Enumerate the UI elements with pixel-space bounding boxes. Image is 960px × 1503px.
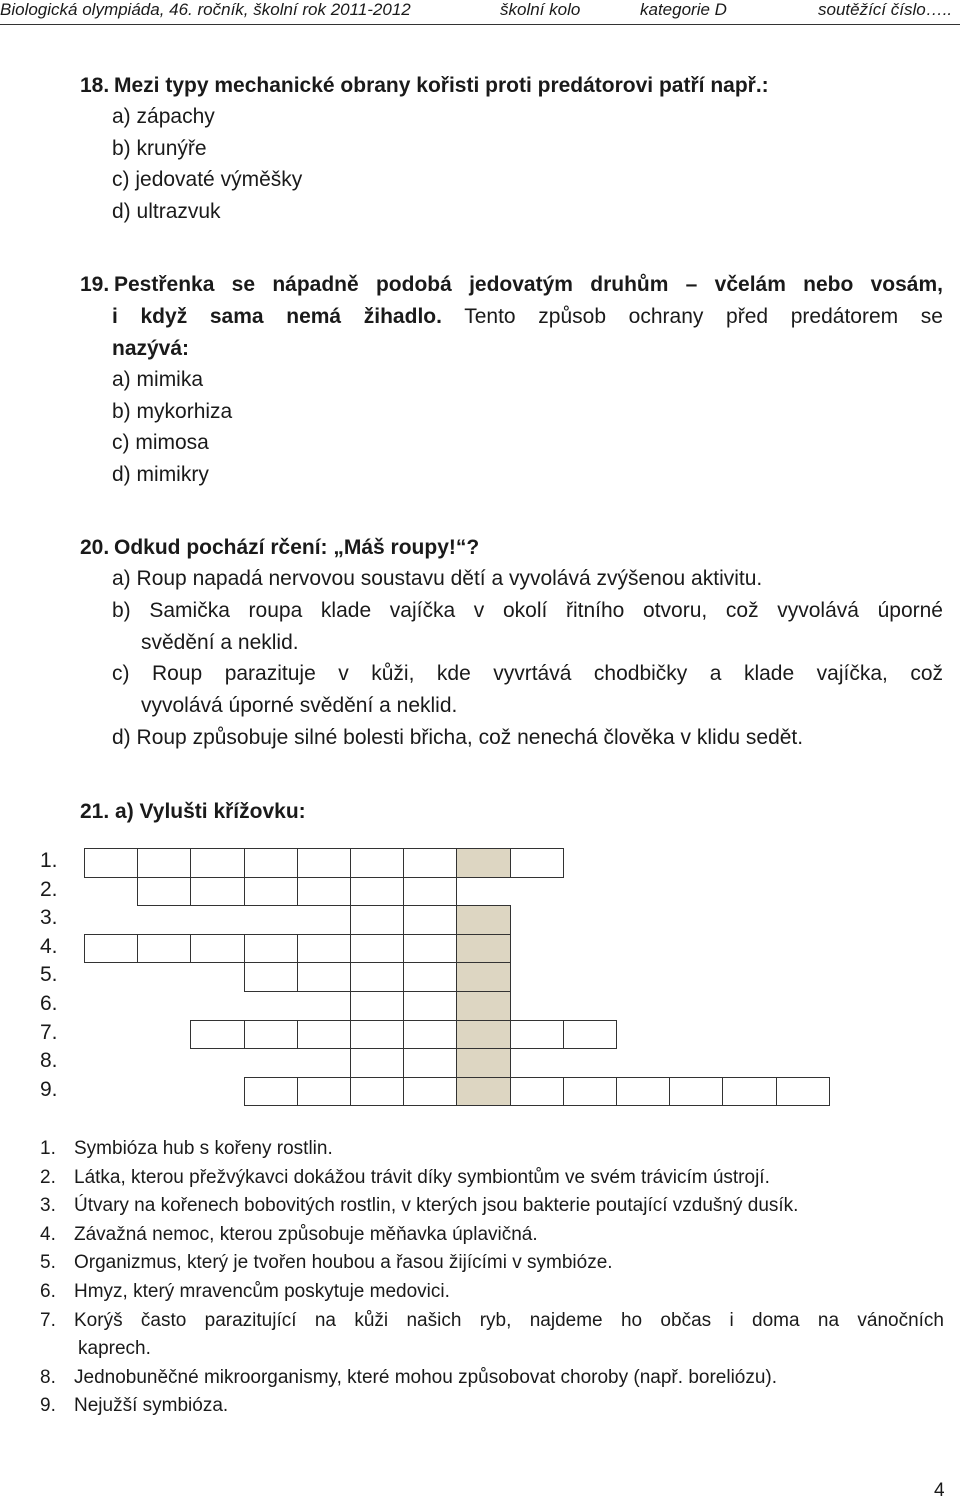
crossword-cell[interactable] <box>297 877 351 907</box>
crossword-clue: 7. Korýš často parazitující na kůži našich ryb, najdeme ho občas i doma na vánočních <box>40 1309 944 1331</box>
question-19-heading <box>80 273 943 297</box>
page-number: 4 <box>934 1480 945 1501</box>
crossword-cell[interactable] <box>137 877 191 907</box>
q20-option-c-cont: vyvolává úporné svědění a neklid. <box>141 694 458 717</box>
crossword-cell[interactable] <box>776 1077 830 1107</box>
crossword-clue: 5. Organizmus, který je tvořen houbou a řasou žijícími v symbióze. <box>40 1252 613 1274</box>
crossword-solution-cell[interactable] <box>456 905 510 935</box>
header-competition: Biologická olympiáda, 46. ročník, školní rok 2011-2012 <box>0 0 411 19</box>
page-header <box>0 0 960 25</box>
crossword-cell[interactable] <box>350 962 404 992</box>
crossword-row-label: 2. <box>40 877 58 901</box>
crossword-cell[interactable] <box>244 1077 298 1107</box>
question-text: Mezi typy mechanické obrany kořisti proti predátorovi patří např.: <box>114 74 769 97</box>
crossword-cell[interactable] <box>403 1048 457 1078</box>
crossword-cell[interactable] <box>244 848 298 878</box>
question-19-line2: i když sama nemá žihadlo. Tento způsob ochrany před predátorem se <box>112 305 943 328</box>
crossword-cell[interactable] <box>510 1020 564 1050</box>
crossword-cell[interactable] <box>350 905 404 935</box>
crossword-cell[interactable] <box>297 1077 351 1107</box>
q19-option-c: c) mimosa <box>112 431 209 454</box>
crossword-row-label: 8. <box>40 1049 58 1073</box>
crossword-cell[interactable] <box>244 1020 298 1050</box>
crossword-cell[interactable] <box>350 877 404 907</box>
crossword-row-label: 9. <box>40 1077 58 1101</box>
crossword-cell[interactable] <box>190 877 244 907</box>
question-number: 18. <box>80 74 110 97</box>
crossword-cell[interactable] <box>616 1077 670 1107</box>
crossword-clue: 8. Jednobuněčné mikroorganismy, které mohou způsobovat choroby (např. boreliózu). <box>40 1366 778 1388</box>
crossword-cell[interactable] <box>244 934 298 964</box>
crossword-row-label: 1. <box>40 849 58 872</box>
crossword-cell[interactable] <box>190 934 244 964</box>
crossword-cell[interactable] <box>403 905 457 935</box>
q20-option-d: d) Roup způsobuje silné bolesti břicha, což nenechá člověka v klidu sedět. <box>112 726 804 749</box>
q19-option-d: d) mimikry <box>112 463 209 486</box>
crossword-cell[interactable] <box>244 877 298 907</box>
crossword-cell[interactable] <box>403 1020 457 1050</box>
crossword-clue: 3. Útvary na kořenech bobovitých rostlin, v kterých jsou bakterie poutající vzdušný dusík. <box>40 1195 799 1217</box>
crossword-cell[interactable] <box>350 1048 404 1078</box>
question-18-heading <box>80 74 769 98</box>
question-number: 19. <box>80 273 110 296</box>
q18-option-c: c) jedovaté výměšky <box>112 168 303 191</box>
crossword-clue: 1. Symbióza hub s kořeny rostlin. <box>40 1138 333 1159</box>
crossword-row-label: 3. <box>40 906 58 930</box>
crossword-cell[interactable] <box>403 877 457 907</box>
crossword-cell[interactable] <box>84 934 138 964</box>
crossword-cell[interactable] <box>137 848 191 878</box>
crossword-cell[interactable] <box>669 1077 723 1107</box>
crossword-row-label: 6. <box>40 992 58 1015</box>
crossword-cell[interactable] <box>403 1077 457 1107</box>
crossword-cell[interactable] <box>510 848 564 878</box>
crossword-cell[interactable] <box>403 934 457 964</box>
crossword-solution-cell[interactable] <box>456 1077 510 1107</box>
crossword-cell[interactable] <box>350 934 404 964</box>
crossword-cell[interactable] <box>297 962 351 992</box>
crossword-clue: 4. Závažná nemoc, kterou způsobuje měňavka úplavičná. <box>40 1223 538 1245</box>
crossword-cell[interactable] <box>350 1077 404 1107</box>
crossword-cell[interactable] <box>510 1077 564 1107</box>
crossword-cell[interactable] <box>403 991 457 1021</box>
crossword-clue: 6. Hmyz, který mravencům poskytuje medovici. <box>40 1281 450 1302</box>
crossword-row-label: 4. <box>40 934 58 958</box>
q20-option-c: c) Roup parazituje v kůži, kde vyvrtává chodbičky a klade vajíčka, což <box>112 662 943 685</box>
q20-option-b-cont: svědění a neklid. <box>141 631 299 654</box>
question-20-heading <box>80 536 479 560</box>
header-category: kategorie D <box>640 0 727 19</box>
crossword-cell[interactable] <box>563 1077 617 1107</box>
question-number: 20. <box>80 536 110 559</box>
question-text: Odkud pochází rčení: „Máš roupy!“? <box>114 536 480 559</box>
crossword-solution-cell[interactable] <box>456 934 510 964</box>
crossword-clue-cont: kaprech. <box>78 1338 151 1360</box>
q19-option-b: b) mykorhiza <box>112 400 233 423</box>
q18-option-b: b) krunýře <box>112 137 207 160</box>
crossword-clue: 2. Látka, kterou přežvýkavci dokážou trávit díky symbiontům ve svém trávicím ústrojí. <box>40 1166 770 1188</box>
crossword-cell[interactable] <box>350 848 404 878</box>
crossword-cell[interactable] <box>297 848 351 878</box>
crossword-cell[interactable] <box>297 1020 351 1050</box>
crossword-cell[interactable] <box>244 962 298 992</box>
crossword-solution-cell[interactable] <box>456 962 510 992</box>
header-round: školní kolo <box>500 0 581 19</box>
crossword-row-label: 5. <box>40 963 58 987</box>
crossword-solution-cell[interactable] <box>456 848 510 878</box>
crossword-cell[interactable] <box>84 848 138 878</box>
header-competitor-number: soutěžící číslo….. <box>818 0 953 19</box>
crossword-cell[interactable] <box>137 934 191 964</box>
crossword-cell[interactable] <box>350 991 404 1021</box>
crossword-cell[interactable] <box>722 1077 776 1107</box>
crossword-clue: 9. Nejužší symbióza. <box>40 1395 229 1417</box>
crossword-cell[interactable] <box>563 1020 617 1050</box>
crossword-solution-cell[interactable] <box>456 1048 510 1078</box>
crossword-cell[interactable] <box>403 962 457 992</box>
q20-option-b: b) Samička roupa klade vajíčka v okolí řitního otvoru, což vyvolává úporné <box>112 599 943 622</box>
q18-option-a: a) zápachy <box>112 105 215 128</box>
question-19-line3: nazývá: <box>112 337 190 360</box>
crossword-row-label: 7. <box>40 1020 58 1044</box>
crossword-heading: 21. a) Vylušti křížovku: <box>80 800 306 823</box>
q19-option-a: a) mimika <box>112 368 204 391</box>
crossword-solution-cell[interactable] <box>456 1020 510 1050</box>
crossword-solution-cell[interactable] <box>456 991 510 1021</box>
q18-option-d: d) ultrazvuk <box>112 200 221 223</box>
crossword-cell[interactable] <box>297 934 351 964</box>
crossword-cell[interactable] <box>190 848 244 878</box>
q20-option-a: a) Roup napadá nervovou soustavu dětí a vyvolává zvýšenou aktivitu. <box>112 567 763 590</box>
crossword-cell[interactable] <box>190 1020 244 1050</box>
question-text-line1: Pestřenka se nápadně podobá jedovatým druhům – včelám nebo vosám, <box>114 273 943 296</box>
crossword-cell[interactable] <box>350 1020 404 1050</box>
crossword-cell[interactable] <box>403 848 457 878</box>
